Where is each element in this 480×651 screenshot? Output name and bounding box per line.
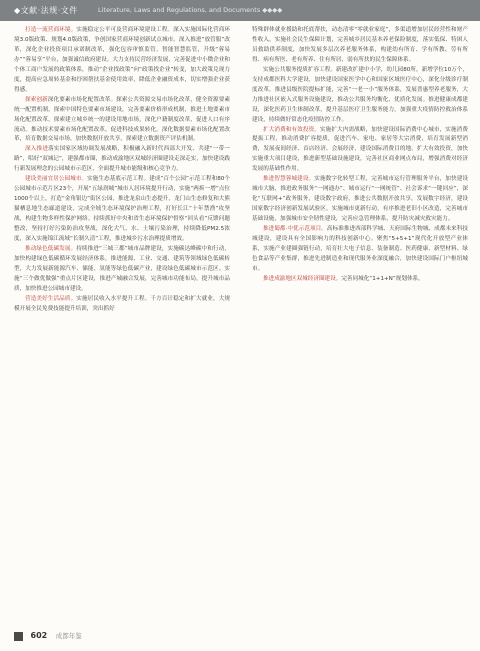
paragraph-heading: 建设美丽宜居公园城市。 bbox=[25, 176, 88, 183]
paragraph-text: 实施生态基底示范工程。建成“百个公园”示范工程和80个公园城市示范片区23个，开展“五绿润城”城市人居环境提升行动，实施“两拆一增”点位1000个以上，打造“金角银边”街区公园，推进龙泉山生态提升，龙门山生态修复和大熊猫栖息地生态廊道建设，完成全域生态环境保护治理工程，打好长江“十年禁渔”攻坚战，构建生物多样性保护网络。持续抓好中央和省生态环境保护督察“回头看”反馈问题整改，坚持打好污染防治攻坚战，深化大气、水、土壤污染治理，持续降低PM2.5浓度，深入实施锦江流域“长制久清”工程，推进城乡污水治理提质增效。 bbox=[14, 176, 230, 243]
paragraph-text: 深化要素市场化配置改革。探索公共资源交易市场化改革，健全资源要素统一配置机制，探索中国特色要素市场建设，完善要素价格形成机制，推进土地要素市场化配置改革，探索建立城乡统一的建设用地市场，深化户籍制度改革，促进人口有序流动。推动技术要素市场化配置改革，促进科技成果转化。深化数据要素市场化配置改革，培育数据交易市场，加快数据开放共享，探索建立数据资产评估机制。 bbox=[14, 96, 230, 143]
paragraph-heading: 探索创新 bbox=[25, 96, 48, 103]
paragraph bbox=[14, 145, 230, 175]
paragraph-heading: 推进成渝地区双城经济圈建设。 bbox=[263, 275, 342, 282]
page-footer bbox=[14, 629, 82, 643]
paragraph-text: 实施居民收入水平提升工程。千方百计稳定和扩大就业，大规模开展全民免费技能提升培训，突出抓好 bbox=[14, 295, 230, 312]
paragraph bbox=[252, 126, 468, 176]
paragraph-heading: 扩大消费和有效投资。 bbox=[263, 126, 320, 133]
paragraph bbox=[14, 175, 230, 245]
section-subtitle: Literature, Laws and Regulations, and Documents ◆◆◆◆ bbox=[98, 6, 283, 14]
paragraph bbox=[252, 26, 468, 66]
paragraph bbox=[14, 245, 230, 295]
paragraph bbox=[14, 295, 230, 315]
square-icon bbox=[14, 632, 23, 641]
page-number: 602 bbox=[30, 631, 48, 640]
paragraph-text: 实施稳定公平可及营商环境建设工程。深入实施国际化营商环境3.0版政策、规划4.0版政策，争创国家营商环境创新试点城市。深入推进“放管服”改革，深化企业投资项目承诺制改革，强化包容审慎监管，智能智慧监管，升级“蓉易办”“蓉易享”平台，加强诚信政府建设。大力支持民营经济发展，完善促进中小微企业和个体工商户发展的政策体系，推动“企业找政策”向“政策找企业”转变，加大政策兑现力度，提高应急周转基金和纾困帮扶基金使用效率，降低企业融资成本，切实增强企业获得感。 bbox=[14, 27, 230, 93]
paragraph bbox=[252, 175, 468, 225]
paragraph-text: 落实国家区域协调发展战略，积极融入新时代西部大开发、共建“一带一路”，唱好“双城记”，建强都市圈，推动成渝地区双城经济圈建设走深走实，加快建设践行新发展理念的公园城市示范区，全面提升城市能级和核心竞争力。 bbox=[14, 146, 230, 173]
paragraph-text: 高标准推进西部科学城、天府国际生物城、成都未来科技城建设，建设具有全国影响力的科技创新中心。聚焦“5+5+1”现代化开放型产业体系，实施产业建圈强链行动，培育壮大电子信息、装备制造、医药健康、新型材料、绿色食品等产业集群，推进先进制造业和现代服务业深度融合，加快建设国际门户枢纽城市。 bbox=[252, 226, 468, 272]
paragraph-text: 完善同城化“1+1+N”规划体系， bbox=[341, 275, 424, 282]
right-column bbox=[252, 26, 468, 624]
paragraph-text: 实施数字化转型工程，完善城市运行管理服务平台，加快建设城市大脑，推进政务服务“一网通办”、城市运行“一网统管”、社会诉求“一键回应”，深化“互联网+”政务服务，建设数字政府，推进公共数据开放共享，发展数字经济，建设国家数字经济创新发展试验区。实施城市更新行动，有序推进老旧小区改造，完善城市基础设施，加强城市安全韧性建设，完善应急管理体系，提升防灾减灾救灾能力。 bbox=[252, 176, 468, 223]
paragraph-text: 特殊群体就业援助和托底帮扶，动态清零“零就业家庭”，多渠道增加居民经营性和财产性收入。实施社会民生保障计划，完善城乡居民基本养老保险制度，落实低保、特困人员救助供养制度，加快发展多层次养老服务体系，构建幼有所育、学有所教、劳有所得、病有所医、老有所养、住有所居、弱有所扶的民生保障体系。 bbox=[252, 27, 468, 63]
section-title: ◆文献·法规·文件 bbox=[14, 6, 78, 15]
paragraph-heading: 深入推进 bbox=[25, 146, 49, 153]
paragraph-heading: 推进蜀都·中优示范项目。 bbox=[263, 226, 327, 233]
paragraph-heading: 打造一流营商环境。 bbox=[25, 27, 77, 33]
paragraph-heading: 推动绿色低碳发展。 bbox=[25, 245, 77, 252]
paragraph-text: 持续推进“三城三都”城市品牌建设，实施碳达峰碳中和行动，加快构建绿色低碳循环发展经济体系，推进能源、工业、交通、建筑等领域绿色低碳转型，大力发展新能源汽车、储能、氢能等绿色低碳产业，建设绿色低碳城市示范区。实施“三个做优做强”重点片区建设，推进产城融合发展，完善城市功能布局，提升城市品质，加快推进公园城市建设。 bbox=[14, 245, 230, 292]
paragraph-heading: 推进智慧蓉城建设。 bbox=[263, 176, 315, 183]
paragraph-heading: 营造美好生活品质。 bbox=[25, 295, 77, 302]
paragraph bbox=[14, 96, 230, 146]
book-title: 成都年鉴 bbox=[55, 632, 82, 640]
page-header bbox=[0, 0, 480, 21]
paragraph bbox=[252, 225, 468, 275]
paragraph bbox=[252, 275, 468, 285]
paragraph bbox=[14, 26, 230, 96]
paragraph-text: 实施扩大内需战略，加快建设国际消费中心城市，实施消费提振工程，推动消费扩容提质，促进汽车、家电、家居等大宗消费，培育发展新型消费，发展夜间经济、首店经济、会展经济，建设国际消费目的地。扩大有效投资，加快实施重大项目建设，推进新型基础设施建设，完善社区商业网点布局，增强消费对经济发展的基础性作用。 bbox=[252, 126, 468, 173]
paragraph-text: 实施公共服务提质扩容工程。新建改扩建中小学，幼儿园80所，新增学位10万个，支持成都医科大学建设，加快建设国家医学中心和国家区域医疗中心，深化分级诊疗制度改革，推进县级医院提标扩能，完善“一老一小”服务体系，发展普惠型养老服务，大力推进社区嵌入式服务设施建设，推动公共服务均衡化、优质化发展。推进健康成都建设，深化医药卫生体制改革，提升基层医疗卫生服务能力，加强重大疫情防控救治体系建设，持续做好常态化疫情防控工作。 bbox=[252, 66, 468, 123]
paragraph bbox=[252, 66, 468, 126]
left-column bbox=[14, 26, 230, 624]
